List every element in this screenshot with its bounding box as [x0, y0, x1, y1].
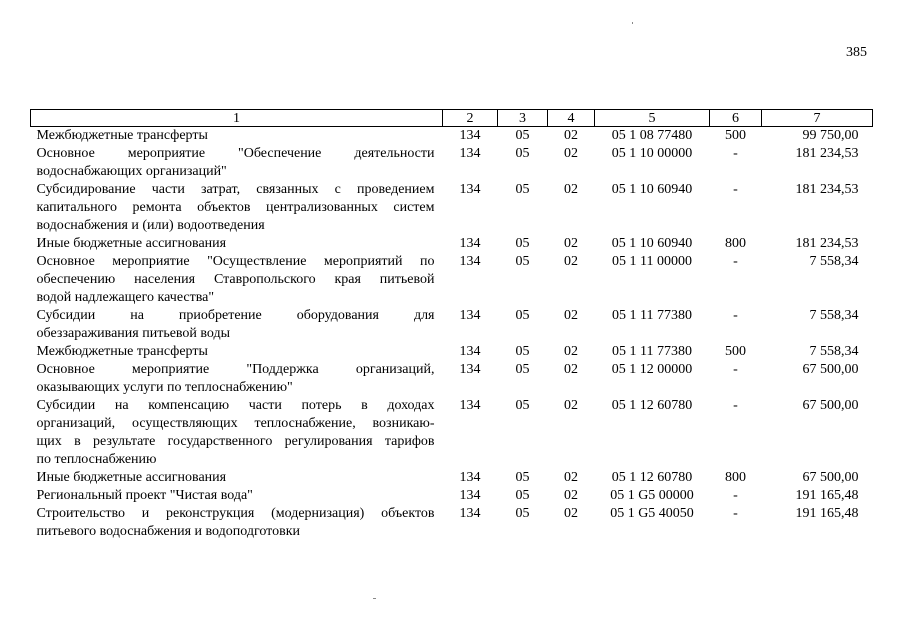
subsection-cell: 02: [564, 236, 578, 251]
item-name-cell: [31, 469, 443, 487]
amount-cell: 67 500,00: [802, 470, 859, 485]
section-cell: 05: [515, 398, 530, 413]
scan-speck: [632, 22, 633, 24]
gov-code-cell: 134: [459, 470, 481, 485]
section-cell: 05: [515, 182, 530, 197]
item-name-cell: [31, 253, 443, 307]
expense-type-cell: -: [733, 488, 738, 503]
scan-speck: [373, 598, 376, 599]
expense-type-cell: -: [733, 182, 738, 197]
item-name-line: водоснабжающих организаций": [36, 164, 227, 179]
item-name-line: обеспечению населения Ставропольского края питьевой: [36, 272, 435, 287]
item-name-line: оказывающих услуги по теплоснабжению": [36, 380, 293, 395]
item-name-line: организаций, осуществляющих теплоснабжение, возникаю-: [36, 416, 435, 431]
subsection-cell: 02: [564, 182, 578, 197]
target-article-cell: 05 1 11 77380: [612, 308, 692, 323]
item-name-line: Межбюджетные трансферты: [36, 128, 208, 143]
gov-code-cell: 134: [459, 506, 481, 521]
subsection-cell: 02: [564, 362, 578, 377]
gov-code-cell: 134: [459, 362, 481, 377]
amount-cell: 7 558,34: [809, 254, 859, 269]
target-article-cell: 05 1 10 00000: [611, 146, 693, 161]
subsection-cell: 02: [564, 254, 578, 269]
gov-code-cell: 134: [459, 308, 481, 323]
expense-type-cell: -: [733, 254, 738, 269]
item-name-line: водоснабжения и (или) водоотведения: [36, 218, 265, 233]
amount-cell: 191 165,48: [795, 488, 859, 503]
amount-cell: 7 558,34: [809, 344, 859, 359]
subsection-cell: 02: [564, 146, 578, 161]
gov-code-cell: 134: [459, 146, 481, 161]
subsection-cell: 02: [564, 128, 578, 143]
expense-type-cell: 500: [725, 128, 746, 143]
item-name-cell: [31, 361, 443, 397]
expense-type-cell: -: [733, 146, 738, 161]
item-name-line: Иные бюджетные ассигнования: [36, 470, 227, 485]
gov-code-cell: 134: [459, 398, 481, 413]
subsection-cell: 02: [564, 308, 578, 323]
table-row: [31, 469, 873, 487]
expense-type-cell: 800: [725, 470, 746, 485]
item-name-cell: [31, 127, 443, 146]
item-name-line: Субсидии на компенсацию части потерь в доходах: [36, 398, 435, 413]
item-name-line: Региональный проект "Чистая вода": [36, 488, 253, 503]
amount-cell: 191 165,48: [795, 506, 859, 521]
header-col-1: 1: [31, 110, 443, 127]
item-name-line: Основное мероприятие "Осуществление мероприятий по: [36, 254, 435, 269]
expense-type-cell: 800: [725, 236, 746, 251]
gov-code-cell: 134: [459, 254, 481, 269]
subsection-cell: 02: [564, 506, 578, 521]
expense-type-cell: -: [733, 362, 738, 377]
target-article-cell: 05 1 10 60940: [611, 236, 693, 251]
table-row: [31, 397, 873, 469]
target-article-cell: 05 1 12 60780: [611, 470, 693, 485]
item-name-cell: [31, 181, 443, 235]
table-row: [31, 343, 873, 361]
item-name-line: Основное мероприятие "Обеспечение деятельности: [36, 146, 435, 161]
item-name-line: питьевого водоснабжения и водоподготовки: [36, 524, 300, 539]
header-col-7: 7: [762, 110, 873, 127]
section-cell: 05: [515, 488, 530, 503]
section-cell: 05: [515, 236, 530, 251]
item-name-cell: [31, 343, 443, 361]
item-name-line: водой надлежащего качества": [36, 290, 215, 305]
item-name-line: Иные бюджетные ассигнования: [36, 236, 227, 251]
target-article-cell: 05 1 11 00000: [612, 254, 692, 269]
table-row: [31, 307, 873, 343]
section-cell: 05: [515, 146, 530, 161]
page-number: 385: [846, 45, 867, 60]
table-row: [31, 505, 873, 541]
header-col-5: 5: [595, 110, 710, 127]
item-name-cell: [31, 487, 443, 505]
subsection-cell: 02: [564, 488, 578, 503]
table-row: [31, 145, 873, 181]
table-row: [31, 487, 873, 505]
expense-type-cell: 500: [725, 344, 746, 359]
expense-type-cell: -: [733, 398, 738, 413]
header-col-2: 2: [443, 110, 498, 127]
item-name-cell: [31, 145, 443, 181]
gov-code-cell: 134: [459, 236, 481, 251]
item-name-cell: [31, 505, 443, 541]
gov-code-cell: 134: [459, 128, 481, 143]
table-row: [31, 181, 873, 235]
subsection-cell: 02: [564, 398, 578, 413]
subsection-cell: 02: [564, 470, 578, 485]
section-cell: 05: [515, 506, 530, 521]
expense-type-cell: -: [733, 308, 738, 323]
target-article-cell: 05 1 10 60940: [611, 182, 693, 197]
section-cell: 05: [515, 254, 530, 269]
target-article-cell: 05 1 G5 40050: [610, 506, 694, 521]
target-article-cell: 05 1 11 77380: [612, 344, 692, 359]
item-name-line: Субсидирование части затрат, связанных с проведением: [36, 182, 435, 197]
item-name-line: щих в результате государственного регулирования тарифов: [36, 434, 435, 449]
gov-code-cell: 134: [459, 182, 481, 197]
table-row: [31, 127, 873, 146]
header-col-3: 3: [498, 110, 548, 127]
expense-type-cell: -: [733, 506, 738, 521]
amount-cell: 67 500,00: [802, 362, 859, 377]
amount-cell: 7 558,34: [809, 308, 859, 323]
item-name-cell: [31, 307, 443, 343]
amount-cell: 67 500,00: [802, 398, 859, 413]
target-article-cell: 05 1 G5 00000: [610, 488, 694, 503]
item-name-line: Межбюджетные трансферты: [36, 344, 208, 359]
section-cell: 05: [515, 470, 530, 485]
amount-cell: 181 234,53: [795, 236, 859, 251]
item-name-line: Субсидии на приобретение оборудования для: [36, 308, 435, 323]
subsection-cell: 02: [564, 344, 578, 359]
target-article-cell: 05 1 12 60780: [611, 398, 693, 413]
amount-cell: 99 750,00: [802, 128, 859, 143]
target-article-cell: 05 1 08 77480: [611, 128, 693, 143]
item-name-cell: [31, 235, 443, 253]
target-article-cell: 05 1 12 00000: [611, 362, 693, 377]
item-name-line: обеззараживания питьевой воды: [36, 326, 231, 341]
section-cell: 05: [515, 128, 530, 143]
gov-code-cell: 134: [459, 488, 481, 503]
header-row: [31, 110, 873, 127]
budget-table: [30, 109, 873, 541]
gov-code-cell: 134: [459, 344, 481, 359]
item-name-line: по теплоснабжению: [36, 452, 157, 467]
item-name-line: Основное мероприятие "Поддержка организаций,: [36, 362, 435, 377]
item-name-line: Строительство и реконструкция (модернизация) объектов: [36, 506, 435, 521]
table-row: [31, 361, 873, 397]
amount-cell: 181 234,53: [795, 146, 859, 161]
table-row: [31, 235, 873, 253]
section-cell: 05: [515, 362, 530, 377]
header-col-6: 6: [710, 110, 762, 127]
header-col-4: 4: [548, 110, 595, 127]
section-cell: 05: [515, 344, 530, 359]
item-name-cell: [31, 397, 443, 469]
section-cell: 05: [515, 308, 530, 323]
amount-cell: 181 234,53: [795, 182, 859, 197]
table-row: [31, 253, 873, 307]
item-name-line: капитального ремонта объектов централизованных систем: [36, 200, 435, 215]
